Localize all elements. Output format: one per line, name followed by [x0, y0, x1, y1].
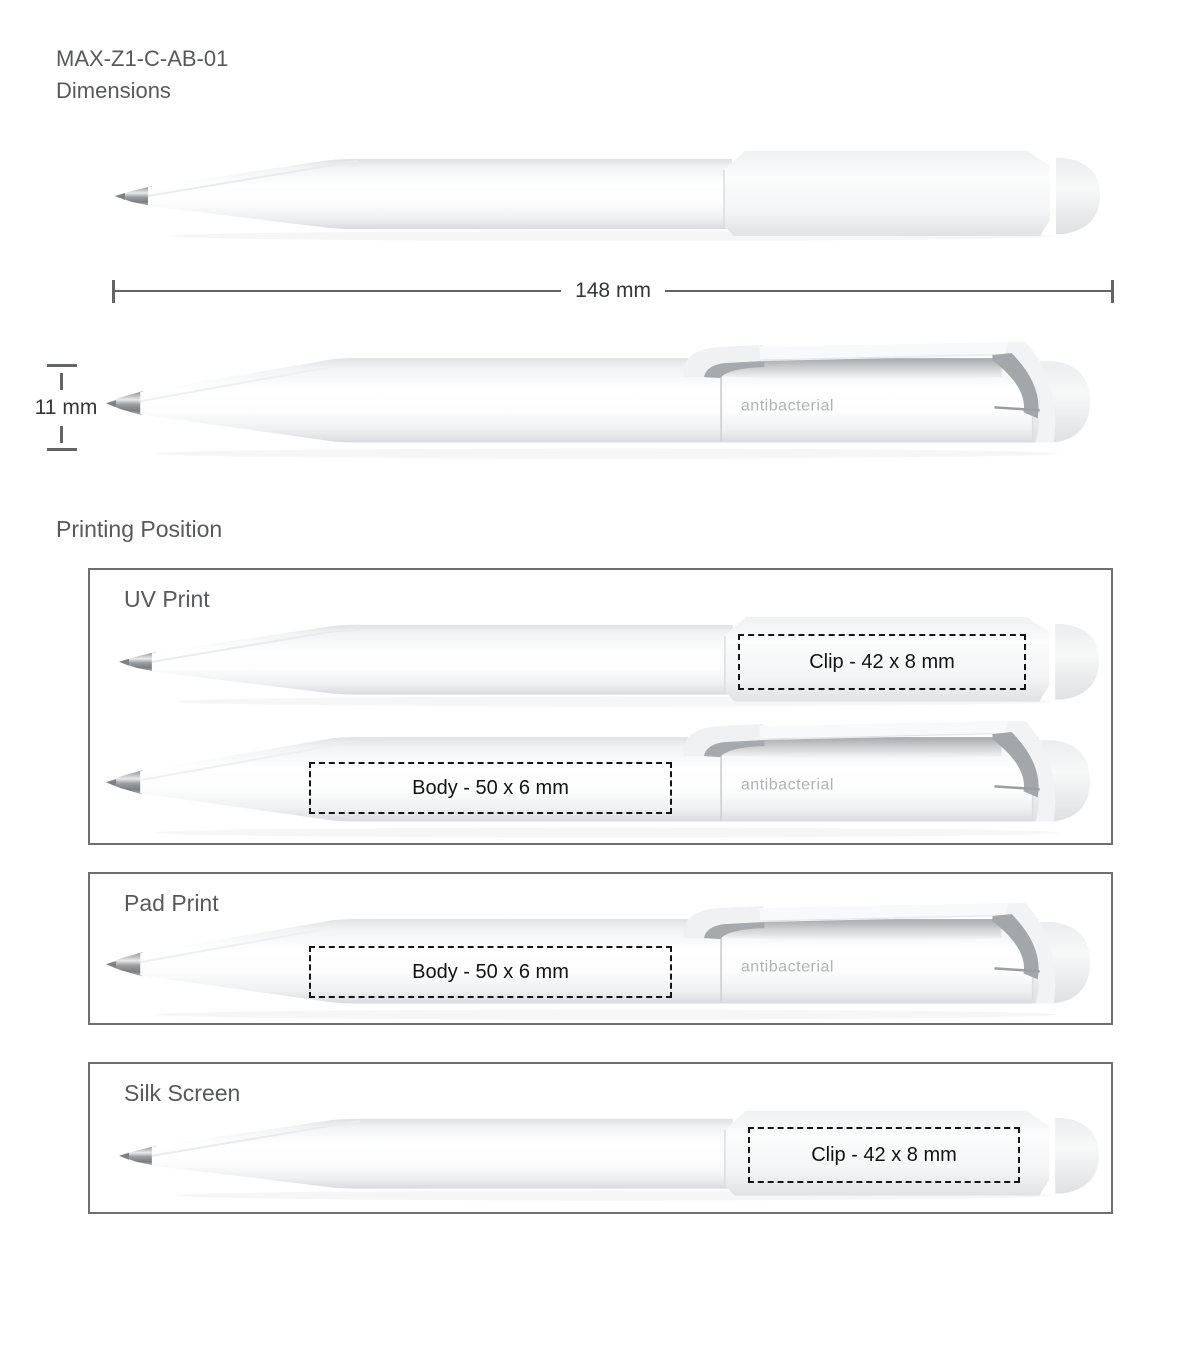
uv-body-print-area [309, 762, 672, 814]
length-value: 148 mm [575, 279, 651, 302]
uv-print-section [88, 568, 1113, 845]
pad-body-print-area [309, 946, 672, 998]
printing-position-heading: Printing Position [56, 516, 223, 542]
uv-body-print-area-label: Body - 50 x 6 mm [412, 776, 569, 799]
dimension-end-bar [1111, 280, 1114, 303]
dimension-line [60, 373, 63, 390]
dimension-line [115, 290, 561, 292]
dimension-tick [47, 448, 77, 451]
silk-clip-print-area-label: Clip - 42 x 8 mm [811, 1143, 957, 1166]
pad-print-section [88, 872, 1113, 1025]
dimension-tick [47, 364, 77, 367]
dimensions-heading: Dimensions [56, 78, 171, 103]
pen-top-view-illustration [112, 146, 1102, 242]
height-value: 11 mm [34, 396, 98, 419]
pad-body-print-area-label: Body - 50 x 6 mm [412, 960, 569, 983]
pen-side-view-illustration [104, 341, 1099, 461]
pad-print-label: Pad Print [124, 890, 219, 916]
silk-screen-section [88, 1062, 1113, 1214]
uv-clip-print-area [738, 634, 1026, 690]
uv-clip-print-area-label: Clip - 42 x 8 mm [809, 650, 955, 673]
uv-print-label: UV Print [124, 586, 210, 612]
silk-clip-print-area [748, 1127, 1020, 1183]
dimension-line [60, 426, 63, 443]
silk-screen-label: Silk Screen [124, 1080, 241, 1106]
dimension-line [665, 290, 1111, 292]
height-dimension [28, 364, 104, 452]
product-code: MAX-Z1-C-AB-01 [56, 46, 229, 71]
length-dimension [112, 279, 1114, 303]
